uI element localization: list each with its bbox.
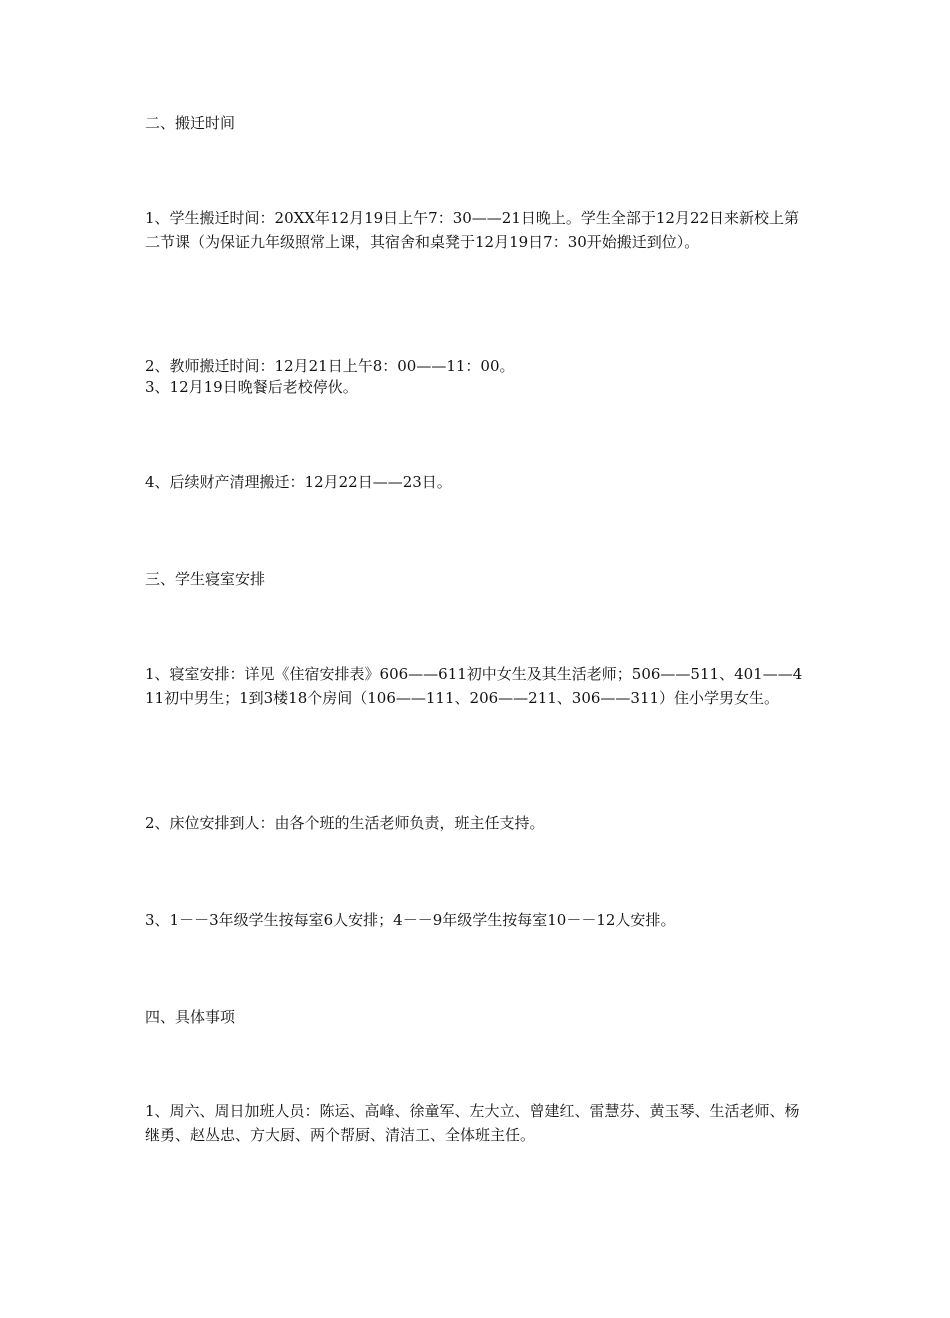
paragraph-dorm-arrangement: 1、寝室安排：详见《住宿安排表》606——611初中女生及其生活老师；506——511、401——411初中男生；1到3楼18个房间（106——111、206——211、306——311）住小学男女生。 [145,665,803,707]
paragraph-teacher-moving-time: 2、教师搬迁时间：12月21日上午8：00——11：00。 [145,357,515,375]
paragraph-old-school-meals: 3、12月19日晚餐后老校停伙。 [145,378,358,396]
paragraph-property-cleanup: 4、后续财产清理搬迁：12月22日——23日。 [145,473,452,491]
section-heading-dorm-arrangement: 三、学生寝室安排 [145,570,266,588]
section-heading-specific-matters: 四、具体事项 [145,1008,236,1026]
paragraph-weekend-staff: 1、周六、周日加班人员：陈运、高峰、徐童军、左大立、曾建红、雷慧芬、黄玉琴、生活老师、杨继勇、赵丛忠、方大厨、两个帮厨、清洁工、全体班主任。 [145,1102,800,1144]
paragraph-room-capacity: 3、1－－3年级学生按每室6人安排；4－－9年级学生按每室10－－12人安排。 [145,911,676,929]
paragraph-bed-assignment: 2、床位安排到人：由各个班的生活老师负责，班主任支持。 [145,814,545,832]
section-heading-moving-time: 二、搬迁时间 [145,114,236,132]
paragraph-student-moving-time: 1、学生搬迁时间：20XX年12月19日上午7：30——21日晚上。学生全部于12月22日来新校上第二节课（为保证九年级照常上课，其宿舍和桌凳于12月19日7：30开始搬迁到位）。 [145,209,800,251]
